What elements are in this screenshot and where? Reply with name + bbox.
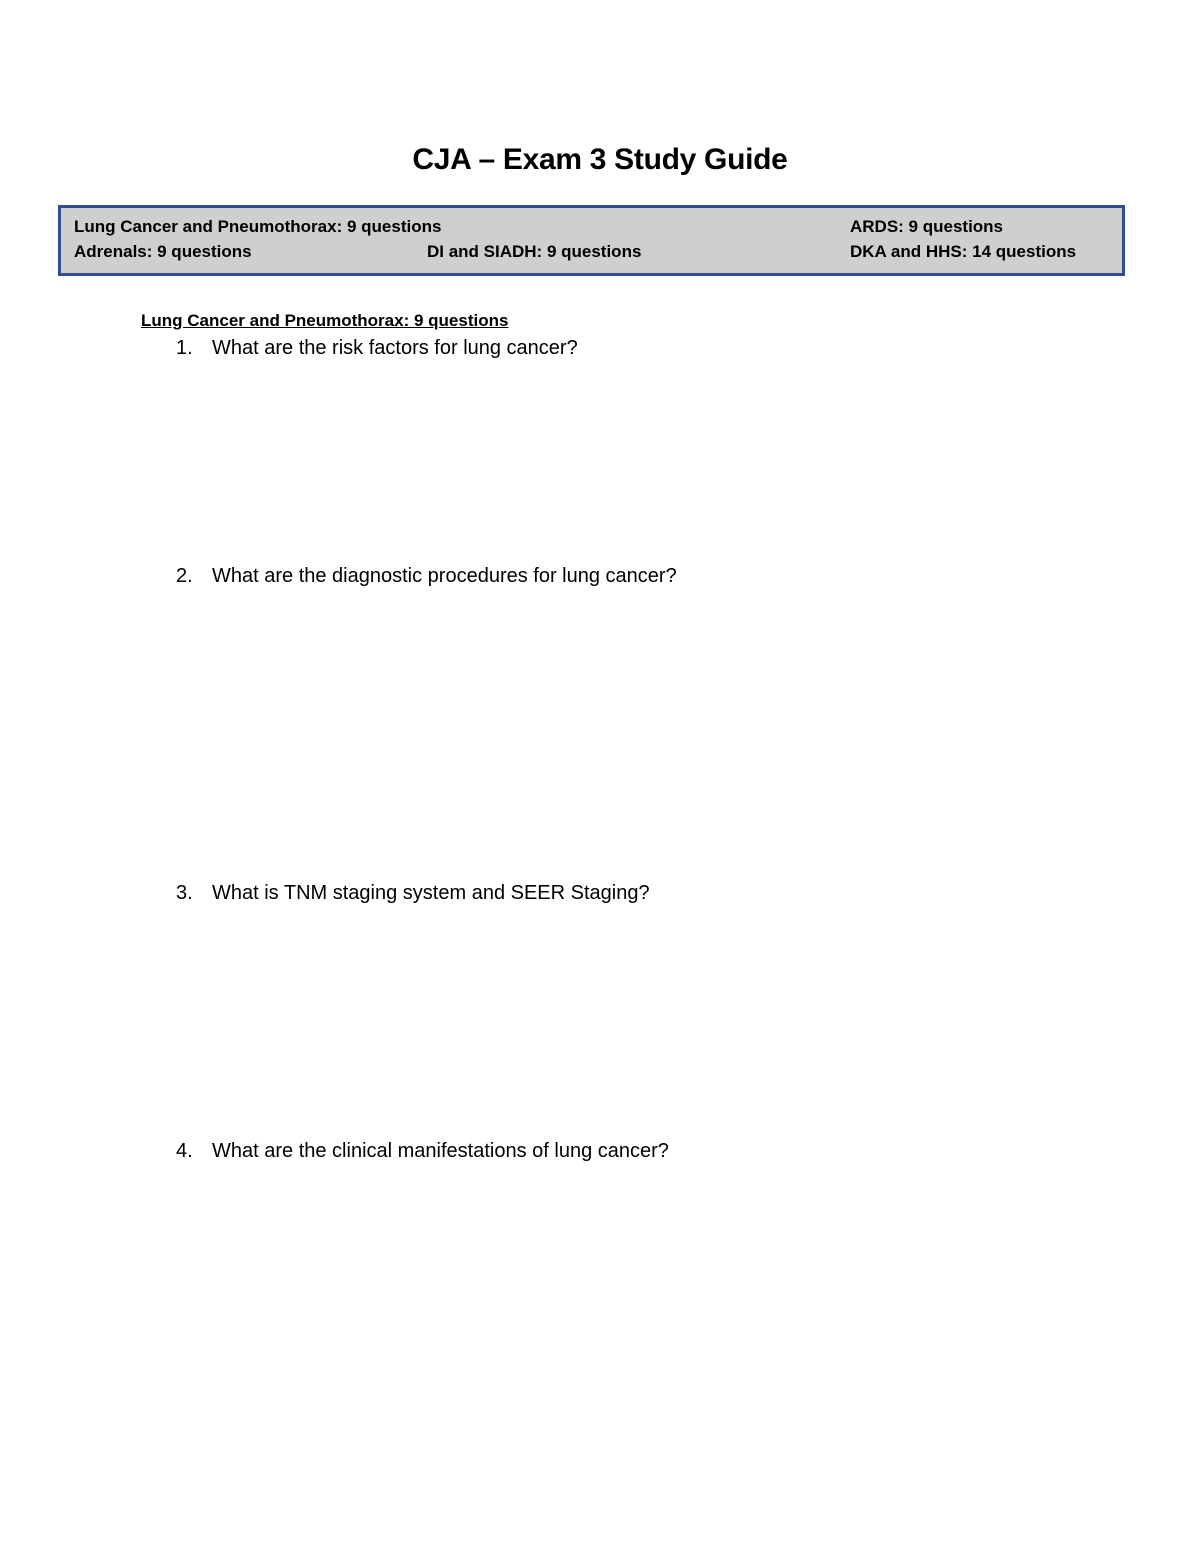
question-text: What is TNM staging system and SEER Staging? — [212, 882, 650, 904]
page-title: CJA – Exam 3 Study Guide — [412, 143, 788, 176]
question-number: 4. — [176, 1140, 193, 1162]
summary-dka-hhs: DKA and HHS: 14 questions — [850, 242, 1077, 261]
question-text: What are the clinical manifestations of lung cancer? — [212, 1140, 669, 1162]
question-number: 1. — [176, 337, 193, 359]
question-number: 2. — [176, 565, 193, 587]
question-number: 3. — [176, 882, 193, 904]
section-heading: Lung Cancer and Pneumothorax: 9 questions — [141, 311, 509, 330]
question-text: What are the risk factors for lung cancer? — [212, 337, 578, 359]
question-item — [176, 1140, 669, 1163]
summary-lung-cancer: Lung Cancer and Pneumothorax: 9 questions — [74, 217, 442, 236]
summary-adrenals: Adrenals: 9 questions — [74, 242, 252, 261]
exam-summary-box — [58, 205, 1125, 276]
question-item — [176, 337, 578, 360]
summary-di-siadh: DI and SIADH: 9 questions — [427, 242, 642, 261]
summary-ards: ARDS: 9 questions — [850, 217, 1004, 236]
question-item — [176, 565, 677, 588]
question-text: What are the diagnostic procedures for lung cancer? — [212, 565, 677, 587]
question-item — [176, 882, 650, 905]
